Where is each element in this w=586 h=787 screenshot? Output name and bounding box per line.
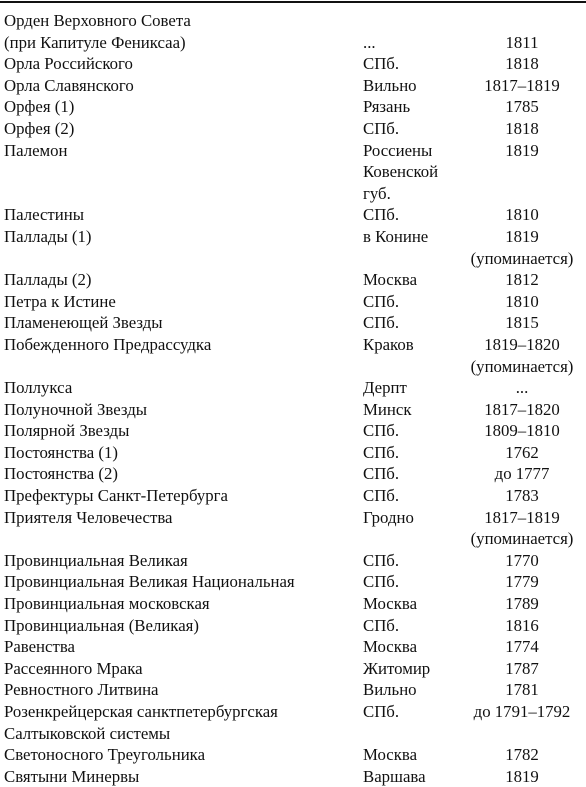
lodge-name-cell: Полуночной Звезды <box>4 399 148 419</box>
lodge-name-cell: Рассеянного Мрака <box>4 658 143 678</box>
table-row <box>4 75 582 97</box>
lodge-name-cell: Паллады (1) <box>4 226 92 246</box>
table-row <box>4 550 582 572</box>
lodge-name-cell: Святыни Минервы <box>4 766 140 786</box>
date-cell: 1809–1810 <box>484 421 560 441</box>
table-row <box>4 161 582 183</box>
table-row <box>4 593 582 615</box>
table-row <box>4 32 582 54</box>
city-cell: СПб. <box>363 442 400 462</box>
date-cell: 1811 <box>505 32 539 52</box>
city-cell: Гродно <box>363 507 414 527</box>
date-cell: 1762 <box>505 442 539 462</box>
city-cell: Москва <box>363 745 418 765</box>
date-cell: 1779 <box>505 572 539 592</box>
lodge-name-cell: Орден Верховного Совета <box>4 11 191 30</box>
table-row <box>4 248 582 270</box>
date-cell: 1782 <box>505 745 539 765</box>
table-row <box>4 571 582 593</box>
date-cell: 1817–1819 <box>484 75 560 95</box>
city-cell: СПб. <box>363 205 400 225</box>
date-cell: 1810 <box>505 291 539 311</box>
table-row <box>4 701 582 723</box>
date-cell: (упоминается) <box>470 529 574 549</box>
city-cell: СПб. <box>363 615 400 635</box>
date-cell: 1781 <box>505 680 539 700</box>
lodge-name-cell: Орфея (2) <box>4 118 75 138</box>
table-row <box>4 615 582 637</box>
table-row <box>4 269 582 291</box>
lodge-name-cell: Провинциальная московская <box>4 594 210 614</box>
date-cell: 1783 <box>505 486 539 506</box>
lodge-name-cell: Орла Славянского <box>4 75 134 95</box>
date-cell: 1818 <box>505 118 539 138</box>
table-row <box>4 636 582 658</box>
table-row <box>4 766 582 787</box>
lodge-name-cell: Палемон <box>4 140 68 160</box>
table-row <box>4 356 582 378</box>
table-row <box>4 420 582 442</box>
table-row <box>4 183 582 205</box>
date-cell: до 1777 <box>494 464 550 484</box>
city-cell: Москва <box>363 270 418 290</box>
lodge-name-cell: Петра к Истине <box>4 291 116 311</box>
table-row <box>4 485 582 507</box>
lodge-name-cell: Светоносного Треугольника <box>4 745 206 765</box>
lodge-name-cell: Постоянства (1) <box>4 442 118 462</box>
lodge-name-cell: Пламенеющей Звезды <box>4 313 163 333</box>
city-cell: Вильно <box>363 680 417 700</box>
table-row <box>4 377 582 399</box>
date-cell: 1817–1819 <box>484 507 560 527</box>
lodge-name-cell: Провинциальная Великая <box>4 550 188 570</box>
lodge-name-cell: Ревностного Литвина <box>4 680 159 700</box>
table-row <box>4 226 582 248</box>
city-cell: Россиены <box>363 140 433 160</box>
date-cell: до 1791–1792 <box>473 702 571 721</box>
lodge-name-cell: Орла Российского <box>4 54 133 74</box>
lodge-name-cell: Провинциальная (Великая) <box>4 615 199 635</box>
lodge-name-cell: Палестины <box>4 205 84 225</box>
city-cell: Москва <box>363 594 418 614</box>
city-cell: СПб. <box>363 54 400 74</box>
lodge-name-cell: Побежденного Предрассудка <box>4 334 212 354</box>
date-cell: 1819 <box>505 226 539 246</box>
table-row <box>4 463 582 485</box>
city-cell: Ковенской <box>363 162 439 182</box>
table-row <box>4 53 582 75</box>
table-row <box>4 312 582 334</box>
table-row <box>4 10 582 32</box>
date-cell: 1819 <box>505 766 539 786</box>
lodge-name-cell: Приятеля Человечества <box>4 507 173 527</box>
lodge-name-cell: Паллады (2) <box>4 270 92 290</box>
date-cell: ... <box>515 378 529 398</box>
date-cell: 1816 <box>505 615 539 635</box>
date-cell: (упоминается) <box>470 356 574 376</box>
city-cell: СПб. <box>363 421 400 441</box>
city-cell: Варшава <box>363 766 426 786</box>
lodge-name-cell: Розенкрейцерская санктпетербургская <box>4 702 278 721</box>
lodge-name-cell: Постоянства (2) <box>4 464 118 484</box>
lodge-name-cell: (при Капитуле Фениксаа) <box>4 32 186 52</box>
lodge-name-cell: Провинциальная Великая Национальная <box>4 572 295 592</box>
date-cell: 1774 <box>505 637 539 657</box>
table-row <box>4 140 582 162</box>
table-row <box>4 204 582 226</box>
date-cell: 1789 <box>505 594 539 614</box>
table-row <box>4 291 582 313</box>
lodge-table <box>4 10 582 787</box>
city-cell: СПб. <box>363 572 400 592</box>
city-cell: Минск <box>363 399 412 419</box>
city-cell: СПб. <box>363 118 400 138</box>
lodge-name-cell: Равенства <box>4 637 75 657</box>
table-row <box>4 96 582 118</box>
lodge-name-cell: Поллукса <box>4 378 73 398</box>
lodge-name-cell: Орфея (1) <box>4 97 75 117</box>
city-cell: Рязань <box>363 97 411 117</box>
date-cell: 1815 <box>505 313 539 333</box>
city-cell: СПб. <box>363 702 400 721</box>
table-row <box>4 334 582 356</box>
city-cell: Москва <box>363 637 418 657</box>
table-row <box>4 723 582 745</box>
table-row <box>4 507 582 529</box>
city-cell: СПб. <box>363 313 400 333</box>
date-cell: 1787 <box>505 658 539 678</box>
lodge-name-cell: Полярной Звезды <box>4 421 130 441</box>
city-cell: в Конине <box>363 226 429 246</box>
date-cell: 1785 <box>505 97 539 117</box>
table-row <box>4 679 582 701</box>
table-row <box>4 528 582 550</box>
date-cell: 1818 <box>505 54 539 74</box>
city-cell: ... <box>363 32 376 52</box>
top-rule <box>0 1 586 3</box>
city-cell: СПб. <box>363 486 400 506</box>
city-cell: Дерпт <box>363 378 407 398</box>
date-cell: (упоминается) <box>470 248 574 268</box>
table-row <box>4 399 582 421</box>
date-cell: 1817–1820 <box>484 399 560 419</box>
table-row <box>4 118 582 140</box>
date-cell: 1812 <box>505 270 539 290</box>
date-cell: 1810 <box>505 205 539 225</box>
city-cell: СПб. <box>363 550 400 570</box>
lodge-name-cell: Салтыковской системы <box>4 723 171 743</box>
table-row <box>4 442 582 464</box>
city-cell: Вильно <box>363 75 417 95</box>
table-row <box>4 744 582 766</box>
city-cell: СПб. <box>363 291 400 311</box>
lodge-name-cell: Префектуры Санкт-Петербурга <box>4 486 229 506</box>
city-cell: Житомир <box>363 658 431 678</box>
date-cell: 1819 <box>505 140 539 160</box>
date-cell: 1770 <box>505 550 539 570</box>
date-cell: 1819–1820 <box>484 334 560 354</box>
table-row <box>4 658 582 680</box>
city-cell: губ. <box>363 183 391 203</box>
city-cell: Краков <box>363 334 414 354</box>
city-cell: СПб. <box>363 464 400 484</box>
